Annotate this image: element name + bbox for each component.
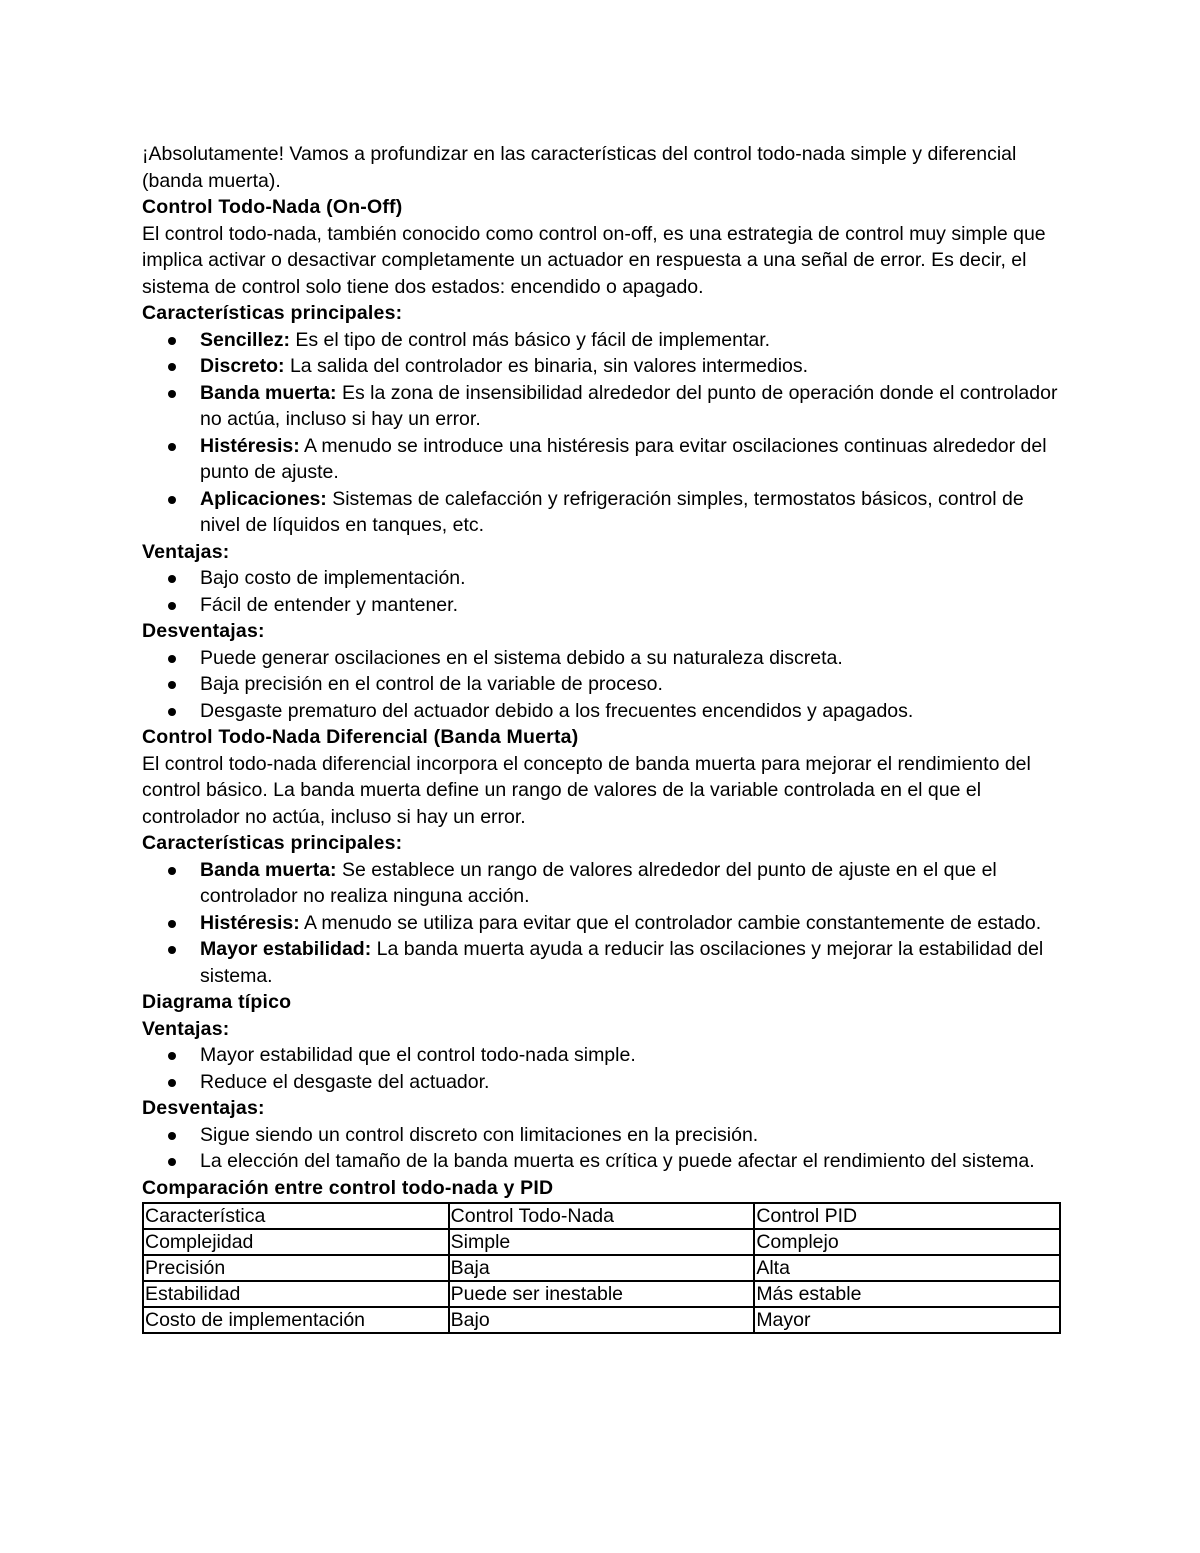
feature-text: Es el tipo de control más básico y fácil de implementar. (289, 328, 771, 351)
document-page (142, 141, 1062, 1334)
section1-features-heading: Características principales: (142, 302, 403, 324)
table-cell: Costo de implementación (143, 1307, 449, 1333)
table-cell: Precisión (143, 1255, 449, 1281)
list-item: Mayor estabilidad que el control todo-nada simple. (200, 1042, 1062, 1069)
list-item (200, 486, 1062, 539)
table-cell: Característica (143, 1203, 449, 1229)
section2-diagram-heading: Diagrama típico (142, 991, 292, 1013)
table-cell: Alta (754, 1255, 1060, 1281)
table-cell: Mayor (754, 1307, 1060, 1333)
section2-features-list (142, 857, 1062, 990)
section2-disadvantages-heading: Desventajas: (142, 1097, 265, 1119)
feature-term: Banda muerta: (200, 381, 337, 404)
section1-title: Control Todo-Nada (On-Off) (142, 196, 403, 218)
feature-term: Sencillez: (200, 328, 290, 351)
list-item (200, 380, 1062, 433)
feature-term: Banda muerta: (200, 858, 337, 881)
list-item: Fácil de entender y mantener. (200, 592, 1062, 619)
table-cell: Control PID (754, 1203, 1060, 1229)
table-cell: Puede ser inestable (449, 1281, 755, 1307)
list-item (200, 353, 1062, 380)
list-item: Sigue siendo un control discreto con limitaciones en la precisión. (200, 1122, 1062, 1149)
table-cell: Estabilidad (143, 1281, 449, 1307)
feature-text: Se establece un rango de valores alrededor del punto de ajuste en el que el controlador no realiza ninguna acción. (200, 858, 997, 907)
list-item (200, 857, 1062, 910)
table-row (143, 1281, 1060, 1307)
feature-term: Aplicaciones: (200, 487, 327, 510)
section2-features-heading: Características principales: (142, 832, 403, 854)
section1-features-list (142, 327, 1062, 539)
section1-advantages-heading: Ventajas: (142, 540, 230, 563)
table-row (143, 1203, 1060, 1229)
table-cell: Complejidad (143, 1229, 449, 1255)
table-cell: Simple (449, 1229, 755, 1255)
list-item: Desgaste prematuro del actuador debido a los frecuentes encendidos y apagados. (200, 698, 1062, 725)
list-item: Bajo costo de implementación. (200, 565, 1062, 592)
feature-text: Es la zona de insensibilidad alrededor del punto de operación donde el controlador no actúa, incluso si hay un error. (200, 381, 1058, 430)
table-row (143, 1307, 1060, 1333)
table-cell: Control Todo-Nada (449, 1203, 755, 1229)
table-cell: Complejo (754, 1229, 1060, 1255)
section1-advantages-list (142, 565, 1062, 618)
comparison-title: Comparación entre control todo-nada y PID (142, 1176, 554, 1199)
section1-paragraph: El control todo-nada, también conocido como control on-off, es una estrategia de control muy simple que implica activar o desactivar completamente un actuador en respuesta a una señal de error. Es decir, el sistema de control solo tiene dos estados: encendido o apagado. (142, 222, 1046, 298)
feature-text: La salida del controlador es binaria, sin valores intermedios. (284, 355, 809, 377)
feature-text: Sistemas de calefacción y refrigeración simples, termostatos básicos, control de nivel de líquidos en tanques, etc. (200, 487, 1024, 536)
list-item (200, 910, 1062, 937)
list-item (200, 433, 1062, 486)
feature-term: Histéresis: (200, 434, 300, 457)
list-item: La elección del tamaño de la banda muerta es crítica y puede afectar el rendimiento del sistema. (200, 1148, 1062, 1175)
feature-term: Histéresis: (200, 911, 300, 934)
feature-term: Discreto: (200, 355, 285, 377)
section2-advantages-list (142, 1042, 1062, 1095)
table-row (143, 1229, 1060, 1255)
feature-text: A menudo se introduce una histéresis para evitar oscilaciones continuas alrededor del punto de ajuste. (200, 434, 1047, 483)
list-item: Baja precisión en el control de la variable de proceso. (200, 671, 1062, 698)
section2-advantages-heading: Ventajas: (142, 1017, 230, 1040)
table-cell: Baja (449, 1255, 755, 1281)
list-item: Reduce el desgaste del actuador. (200, 1069, 1062, 1096)
list-item (200, 936, 1062, 989)
section1-disadvantages-heading: Desventajas: (142, 620, 265, 642)
list-item: Puede generar oscilaciones en el sistema debido a su naturaleza discreta. (200, 645, 1062, 672)
section2-paragraph: El control todo-nada diferencial incorpora el concepto de banda muerta para mejorar el rendimiento del control básico. La banda muerta define un rango de valores de la variable controlada en el que el controlador no actúa, incluso si hay un error. (142, 752, 1031, 828)
feature-text: A menudo se utiliza para evitar que el controlador cambie constantemente de estado. (299, 911, 1042, 934)
intro-paragraph: ¡Absolutamente! Vamos a profundizar en las características del control todo-nada simple y diferencial (banda muerta). (142, 143, 1017, 192)
section2-disadvantages-list (142, 1122, 1062, 1175)
table-cell: Más estable (754, 1281, 1060, 1307)
table-cell: Bajo (449, 1307, 755, 1333)
comparison-table (142, 1202, 1061, 1334)
feature-text: La banda muerta ayuda a reducir las oscilaciones y mejorar la estabilidad del sistema. (200, 938, 1044, 987)
list-item (200, 327, 1062, 354)
section1-disadvantages-list (142, 645, 1062, 725)
table-row (143, 1255, 1060, 1281)
feature-term: Mayor estabilidad: (200, 938, 372, 960)
section2-title: Control Todo-Nada Diferencial (Banda Muerta) (142, 726, 579, 748)
